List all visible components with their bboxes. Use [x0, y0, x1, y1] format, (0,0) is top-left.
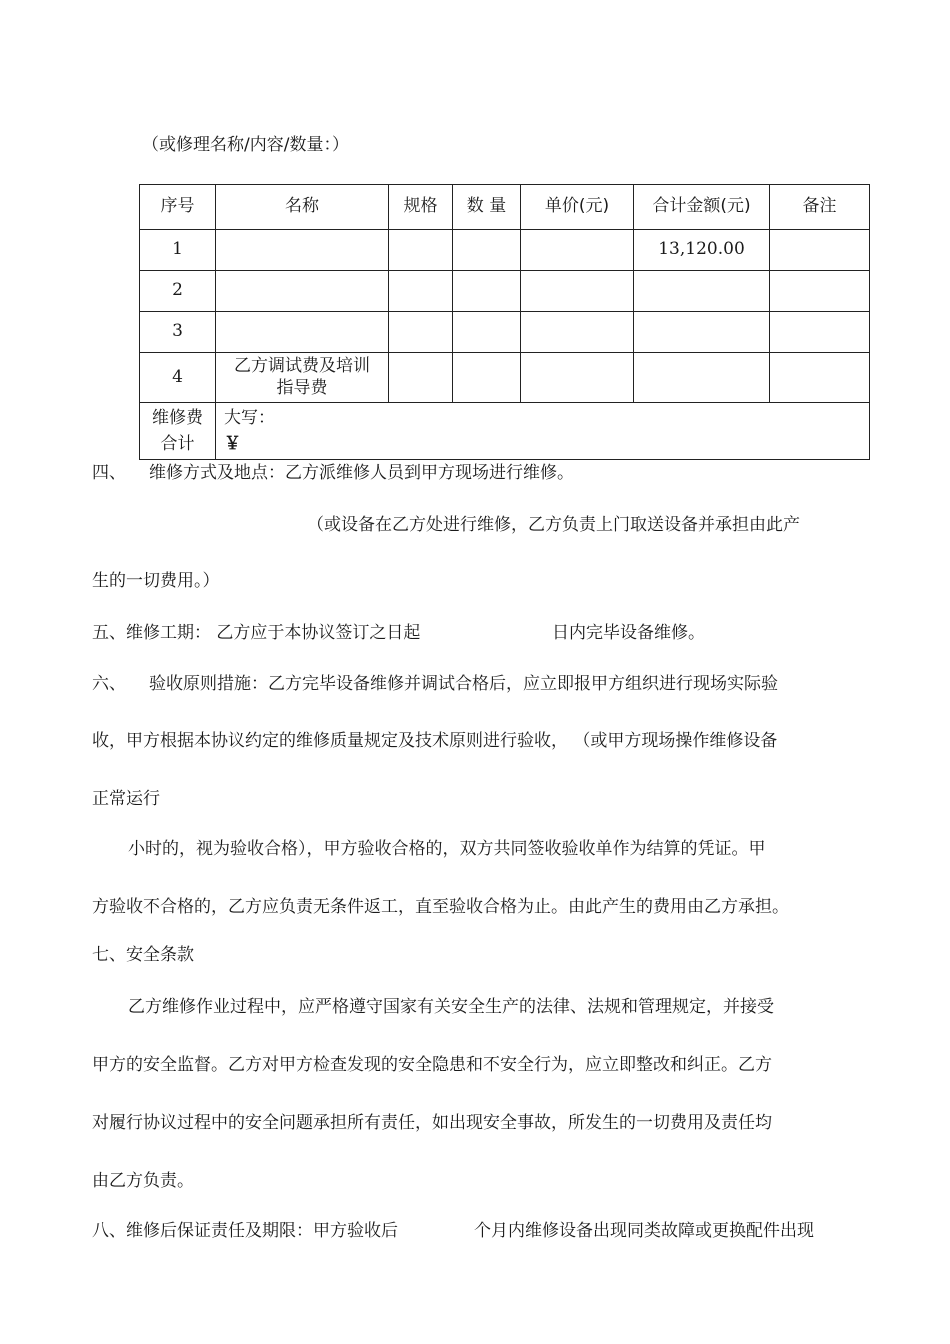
- section-8-text-end: 个月内维修设备出现同类故障或更换配件出现: [474, 1221, 814, 1241]
- section-5-text-end: 日内完毕设备维修。: [552, 623, 705, 643]
- total-label-line2: 合计: [160, 434, 195, 454]
- cell-no: 1: [140, 230, 216, 271]
- table-row: [140, 353, 870, 403]
- cell-amount: [634, 353, 770, 403]
- total-upper-label: 大写：: [224, 407, 275, 428]
- cell-qty: [453, 312, 521, 353]
- cell-price: [521, 312, 634, 353]
- table-row: [140, 312, 870, 353]
- header-qty: 数 量: [453, 185, 521, 230]
- cell-spec: [389, 271, 453, 312]
- cell-amount: [634, 312, 770, 353]
- cell-name: [216, 230, 389, 271]
- section-6-line-3: 正常运行: [92, 789, 160, 809]
- section-6-line-2: 收，甲方根据本协议约定的维修质量规定及技术原则进行验收， （或甲方现场操作维修设备: [92, 731, 778, 751]
- header-spec: 规格: [389, 185, 453, 230]
- cell-qty: [453, 230, 521, 271]
- yen-symbol: ￥: [224, 434, 241, 454]
- cell-price: [521, 230, 634, 271]
- total-row: [140, 403, 870, 460]
- section-7-line-4: 由乙方负责。: [92, 1171, 194, 1191]
- fee-table: [139, 184, 870, 460]
- header-name: 名称: [216, 185, 389, 230]
- intro-note: （或修理名称/内容/数量：）: [142, 135, 349, 155]
- total-label-line1: 维修费: [152, 407, 203, 428]
- cell-note: [770, 271, 870, 312]
- cell-no: 2: [140, 271, 216, 312]
- cell-no: 4: [140, 353, 216, 403]
- cell-note: [770, 353, 870, 403]
- section-7-line-2: 甲方的安全监督。乙方对甲方检查发现的安全隐患和不安全行为，应立即整改和纠正。乙方: [92, 1055, 772, 1075]
- section-4-text: 维修方式及地点：乙方派维修人员到甲方现场进行维修。: [149, 463, 574, 483]
- total-label: [140, 403, 216, 460]
- cell-name-line2: 指导费: [276, 377, 328, 398]
- cell-note: [770, 312, 870, 353]
- header-price: 单价(元): [521, 185, 634, 230]
- section-6-line-4: 小时的，视为验收合格），甲方验收合格的，双方共同签收验收单作为结算的凭证。甲: [128, 839, 766, 859]
- cell-name: [216, 271, 389, 312]
- section-6-number: 六、: [92, 674, 126, 694]
- cell-name: [216, 353, 389, 403]
- cell-amount: [634, 271, 770, 312]
- cell-price: [521, 353, 634, 403]
- section-6-line-1: 验收原则措施：乙方完毕设备维修并调试合格后，应立即报甲方组织进行现场实际验: [149, 674, 778, 694]
- cell-name: [216, 312, 389, 353]
- cell-note: [770, 230, 870, 271]
- cell-price: [521, 271, 634, 312]
- section-4-number: 四、: [92, 463, 126, 483]
- cell-spec: [389, 312, 453, 353]
- header-no: 序号: [140, 185, 216, 230]
- section-7-title: 七、安全条款: [92, 945, 194, 965]
- cell-no: 3: [140, 312, 216, 353]
- total-value: [216, 403, 870, 460]
- section-5-text: 五、维修工期： 乙方应于本协议签订之日起: [92, 623, 421, 643]
- section-4-continuation: （或设备在乙方处进行维修，乙方负责上门取送设备并承担由此产: [307, 515, 800, 535]
- cell-qty: [453, 353, 521, 403]
- section-4-continuation-2: 生的一切费用。）: [92, 571, 220, 591]
- cell-qty: [453, 271, 521, 312]
- section-7-line-3: 对履行协议过程中的安全问题承担所有责任，如出现安全事故，所发生的一切费用及责任均: [92, 1113, 772, 1133]
- cell-spec: [389, 230, 453, 271]
- section-7-line-1: 乙方维修作业过程中，应严格遵守国家有关安全生产的法律、法规和管理规定，并接受: [128, 997, 774, 1017]
- cell-name-line1: 乙方调试费及培训: [234, 356, 370, 377]
- cell-spec: [389, 353, 453, 403]
- section-8-text: 八、维修后保证责任及期限：甲方验收后: [92, 1221, 398, 1241]
- table-row: [140, 230, 870, 271]
- table-header-row: [140, 185, 870, 230]
- header-amount: 合计金额(元): [634, 185, 770, 230]
- table-row: [140, 271, 870, 312]
- section-6-line-5: 方验收不合格的，乙方应负责无条件返工，直至验收合格为止。由此产生的费用由乙方承担。: [92, 897, 789, 917]
- header-note: 备注: [770, 185, 870, 230]
- cell-amount: 13,120.00: [634, 230, 770, 271]
